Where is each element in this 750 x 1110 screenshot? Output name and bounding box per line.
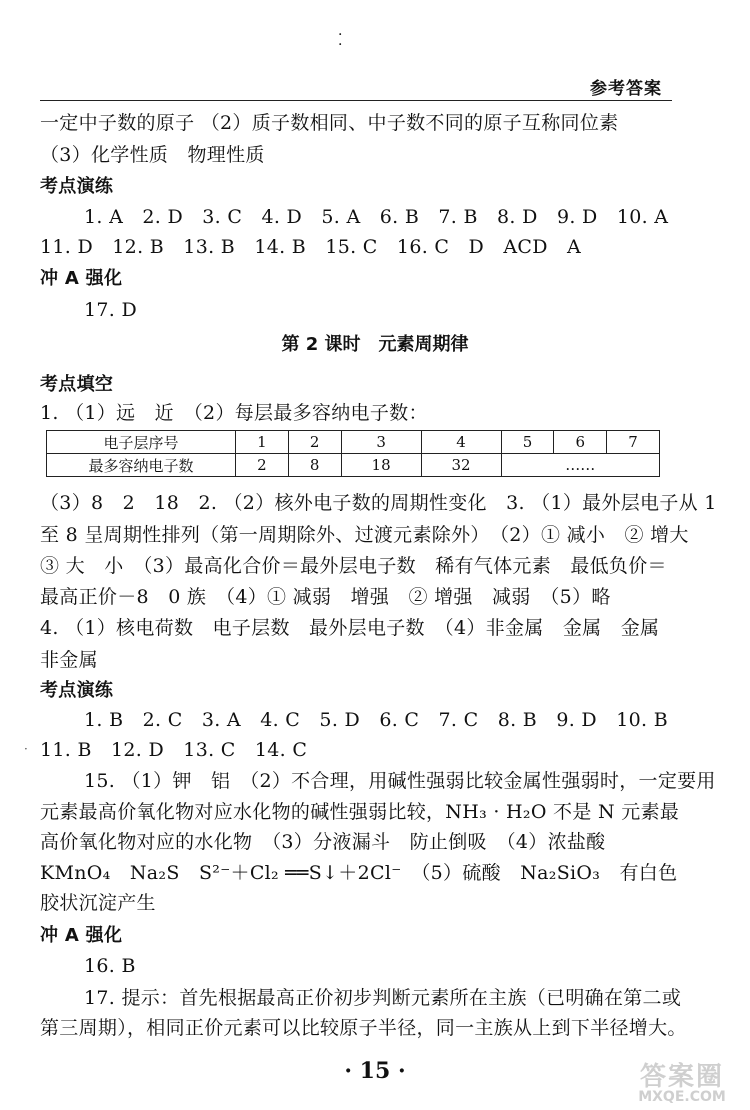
table-cell: 5 (501, 431, 554, 454)
margin-mark: · (24, 742, 28, 756)
table-cell: 2 (288, 431, 341, 454)
text-line: 非金属 (40, 649, 98, 671)
table-cell: 4 (421, 431, 501, 454)
text-line: 第三周期），相同正价元素可以比较原子半径，同一主族从上到下半径增大。 (40, 1017, 687, 1039)
text-line: 高价氧化物对应的水化物 （3）分液漏斗 防止倒吸 （4）浓盐酸 (40, 831, 606, 853)
table-cell: 6 (554, 431, 607, 454)
table-cell: 32 (421, 454, 501, 477)
text-line: 最高正价－8 0 族 （4）① 减弱 增强 ② 增强 减弱 （5）略 (40, 586, 611, 608)
section-heading: 考点演练 (40, 176, 114, 197)
text-line: （3）化学性质 物理性质 (40, 144, 265, 166)
table-row-header: 电子层序号 (47, 431, 236, 454)
text-line: 胶状沉淀产生 (40, 892, 156, 914)
text-line: 至 8 呈周期性排列（第一周期除外、过渡元素除外） （2）① 减小 ② 增大 (40, 524, 689, 546)
text-line: （3）8 2 18 2. （2）核外电子数的周期性变化 3. （1）最外层电子从 1 (40, 492, 717, 514)
header-rule (40, 100, 672, 101)
text-line: 1. A 2. D 3. C 4. D 5. A 6. B 7. B 8. D 9. D 10. A (84, 206, 669, 228)
watermark-logo (622, 1056, 742, 1105)
text-line: 元素最高价氧化物对应水化物的碱性强弱比较，NH₃ · H₂O 不是 N 元素最 (40, 801, 680, 823)
table-cell-ellipsis: …… (501, 454, 659, 477)
text-line: 16. B (84, 955, 136, 977)
text-line: 17. 提示：首先根据最高正价初步判断元素所在主族（已明确在第二或 (84, 987, 682, 1009)
page-number: · 15 · (344, 1058, 406, 1084)
text-line: ③ 大 小 （3）最高化合价＝最外层电子数 稀有气体元素 最低负价＝ (40, 555, 667, 577)
section-heading: 冲 A 强化 (40, 268, 123, 289)
text-line: 15. （1）钾 铝 （2）不合理，用碱性强弱比较金属性强弱时，一定要用 (84, 770, 716, 792)
table-cell: 3 (341, 431, 421, 454)
section-heading: 冲 A 强化 (40, 925, 123, 946)
electron-shell-table (46, 430, 660, 477)
table-cell: 1 (236, 431, 289, 454)
text-line: 1. B 2. C 3. A 4. C 5. D 6. C 7. C 8. B 9. D 10. B (84, 709, 668, 731)
text-line: 11. D 12. B 13. B 14. B 15. C 16. C D ACD A (40, 236, 582, 258)
page-header: 参考答案 (590, 79, 662, 99)
table-cell: 7 (607, 431, 660, 454)
table-row-header: 最多容纳电子数 (47, 454, 236, 477)
watermark-url: MXQE.COM (638, 1089, 726, 1105)
table-cell: 8 (288, 454, 341, 477)
lesson-title: 第 2 课时 元素周期律 (281, 334, 469, 355)
table-row (47, 431, 660, 454)
text-line: 4. （1）核电荷数 电子层数 最外层电子数 （4）非金属 金属 金属 (40, 617, 660, 639)
text-line: KMnO₄ Na₂S S²⁻＋Cl₂ ══S↓＋2Cl⁻ （5）硫酸 Na₂SiO₃ 有白色 (40, 862, 678, 884)
top-mark: · · (338, 27, 343, 53)
table-cell: 18 (341, 454, 421, 477)
table-cell: 2 (236, 454, 289, 477)
watermark-text: 答案圈 (639, 1062, 724, 1092)
text-line: 1. （1）远 近 （2）每层最多容纳电子数： (40, 402, 428, 424)
section-heading: 考点演练 (40, 680, 114, 701)
text-line: 11. B 12. D 13. C 14. C (40, 739, 308, 761)
text-line: 一定中子数的原子 （2）质子数相同、中子数不同的原子互称同位素 (40, 112, 619, 134)
section-heading: 考点填空 (40, 374, 114, 395)
table-row (47, 454, 660, 477)
text-line: 17. D (84, 299, 137, 321)
